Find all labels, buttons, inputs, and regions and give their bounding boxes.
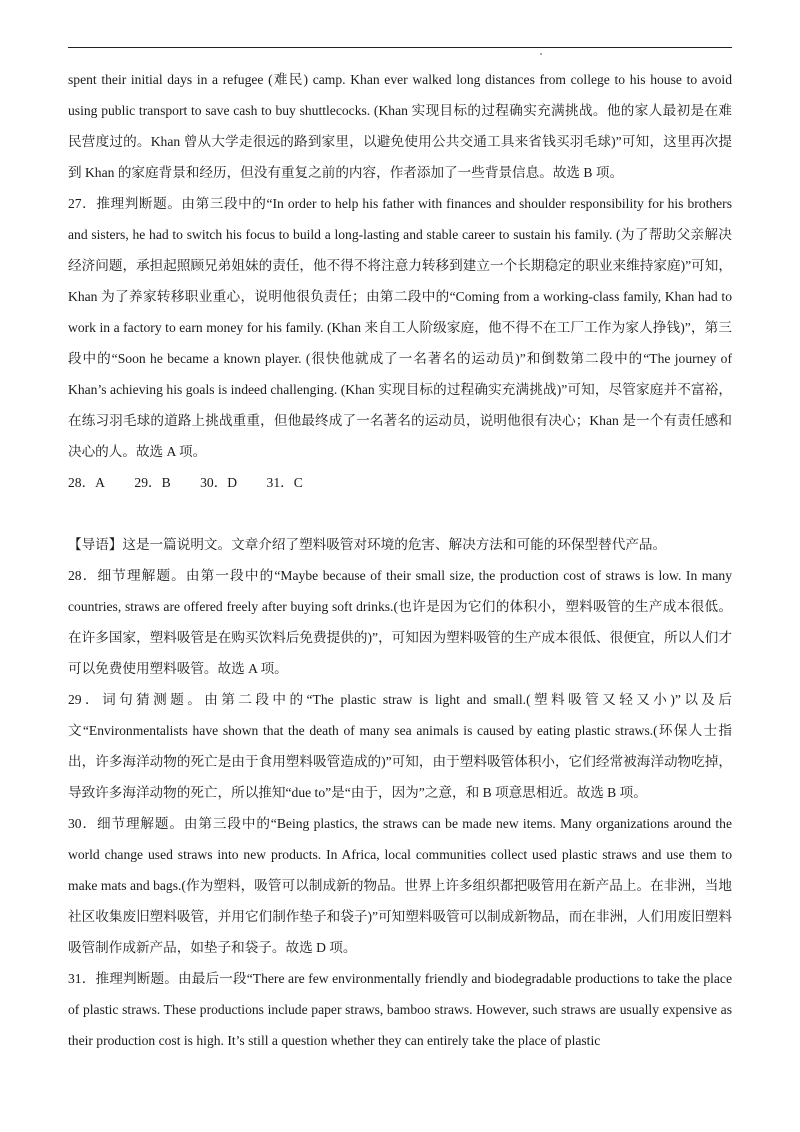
answer-29: 29．B [134, 475, 171, 490]
paragraph-q26-continuation: spent their initial days in a refugee (难民) camp. Khan ever walked long distances from college to his house to avoid using public transport to save cash to buy shuttlecocks. (Khan 实现目标的过程确实充满挑战。他的家人最初是在难民营度过的。Khan 曾从大学走很远的路到家里，以避免使用公共交通工具来省钱买羽毛球)”可知，这里再次提到 Khan 的家庭背景和经历，但没有重复之前的内容，作者添加了一些背景信息。故选 B 项。 [68, 72, 732, 180]
document-body [68, 64, 732, 1056]
answer-28: 28．A [68, 475, 106, 490]
explanation-q31: 31．推理判断题。由最后一段“There are few environmentally friendly and biodegradable productions to take the place of plastic straws. These productions include paper straws, bamboo straws. However, such straws are usually expensive as their production cost is high. It’s still a question whether they can entirely take the place of plastic [68, 971, 732, 1048]
explanation-q29: 29．词句猜测题。由第二段中的“The plastic straw is light and small.(塑料吸管又轻又小)”以及后文“Environmentalists have shown that the death of many sea animals is caused by eating plastic straws.(环保人士指出，许多海洋动物的死亡是由于食用塑料吸管造成的)”可知，由于塑料吸管体积小，它们经常被海洋动物吃掉，导致许多海洋动物的死亡，所以推知“due to”是“由于，因为”之意，和 B 项意思相近。故选 B 项。 [68, 692, 732, 800]
explanation-q30: 30．细节理解题。由第三段中的“Being plastics, the straws can be made new items. Many organizations around the world change used straws into new products. In Africa, local communities collect used plastic straws and use them to make mats and bags.(作为塑料，吸管可以制成新的物品。世界上许多组织都把吸管用在新产品上。在非洲，当地社区收集废旧塑料吸管，并用它们制作垫子和袋子)”可知塑料吸管可以制成新物品，而在非洲，人们用废旧塑料吸管制作成新产品，如垫子和袋子。故选 D 项。 [68, 816, 732, 955]
answer-30: 30．D [200, 475, 238, 490]
header-rule [68, 47, 732, 48]
section-gap [68, 498, 732, 529]
answer-31: 31．C [266, 475, 303, 490]
guide-paragraph: 【导语】这是一篇说明文。文章介绍了塑料吸管对环境的危害、解决方法和可能的环保型替代产品。 [68, 537, 667, 552]
explanation-q28: 28．细节理解题。由第一段中的“Maybe because of their small size, the production cost of straws is low. In many countries, straws are offered freely after buying soft drinks.(也许是因为它们的体积小，塑料吸管的生产成本很低。在许多国家，塑料吸管是在购买饮料后免费提供的)”，可知因为塑料吸管的生产成本很低、很便宜，所以人们才可以免费使用塑料吸管。故选 A 项。 [68, 568, 732, 676]
paragraph-q27: 27．推理判断题。由第三段中的“In order to help his father with finances and shoulder responsibility for his brothers and sisters, he had to switch his focus to build a long-lasting and stable career to sustain his family. (为了帮助父亲解决经济问题，承担起照顾兄弟姐妹的责任，他不得不将注意力转移到建立一个长期稳定的职业来维持家庭)”可知，Khan 为了养家转移职业重心，说明他很负责任；由第二段中的“Coming from a working-class family, Khan had to work in a factory to earn money for his family. (Khan 来自工人阶级家庭，他不得不在工厂工作为家人挣钱)”，第三段中的“Soon he became a known player. (很快他就成了一名著名的运动员)”和倒数第二段中的“The journey of Khan’s achieving his goals is indeed challenging. (Khan 实现目标的过程确实充满挑战)”可知，尽管家庭并不富裕，在练习羽毛球的道路上挑战重重，但他最终成了一名著名的运动员，说明他很有决心；Khan 是一个有责任感和决心的人。故选 A 项。 [68, 196, 732, 459]
answer-key [68, 467, 732, 498]
header-dot [540, 53, 542, 55]
